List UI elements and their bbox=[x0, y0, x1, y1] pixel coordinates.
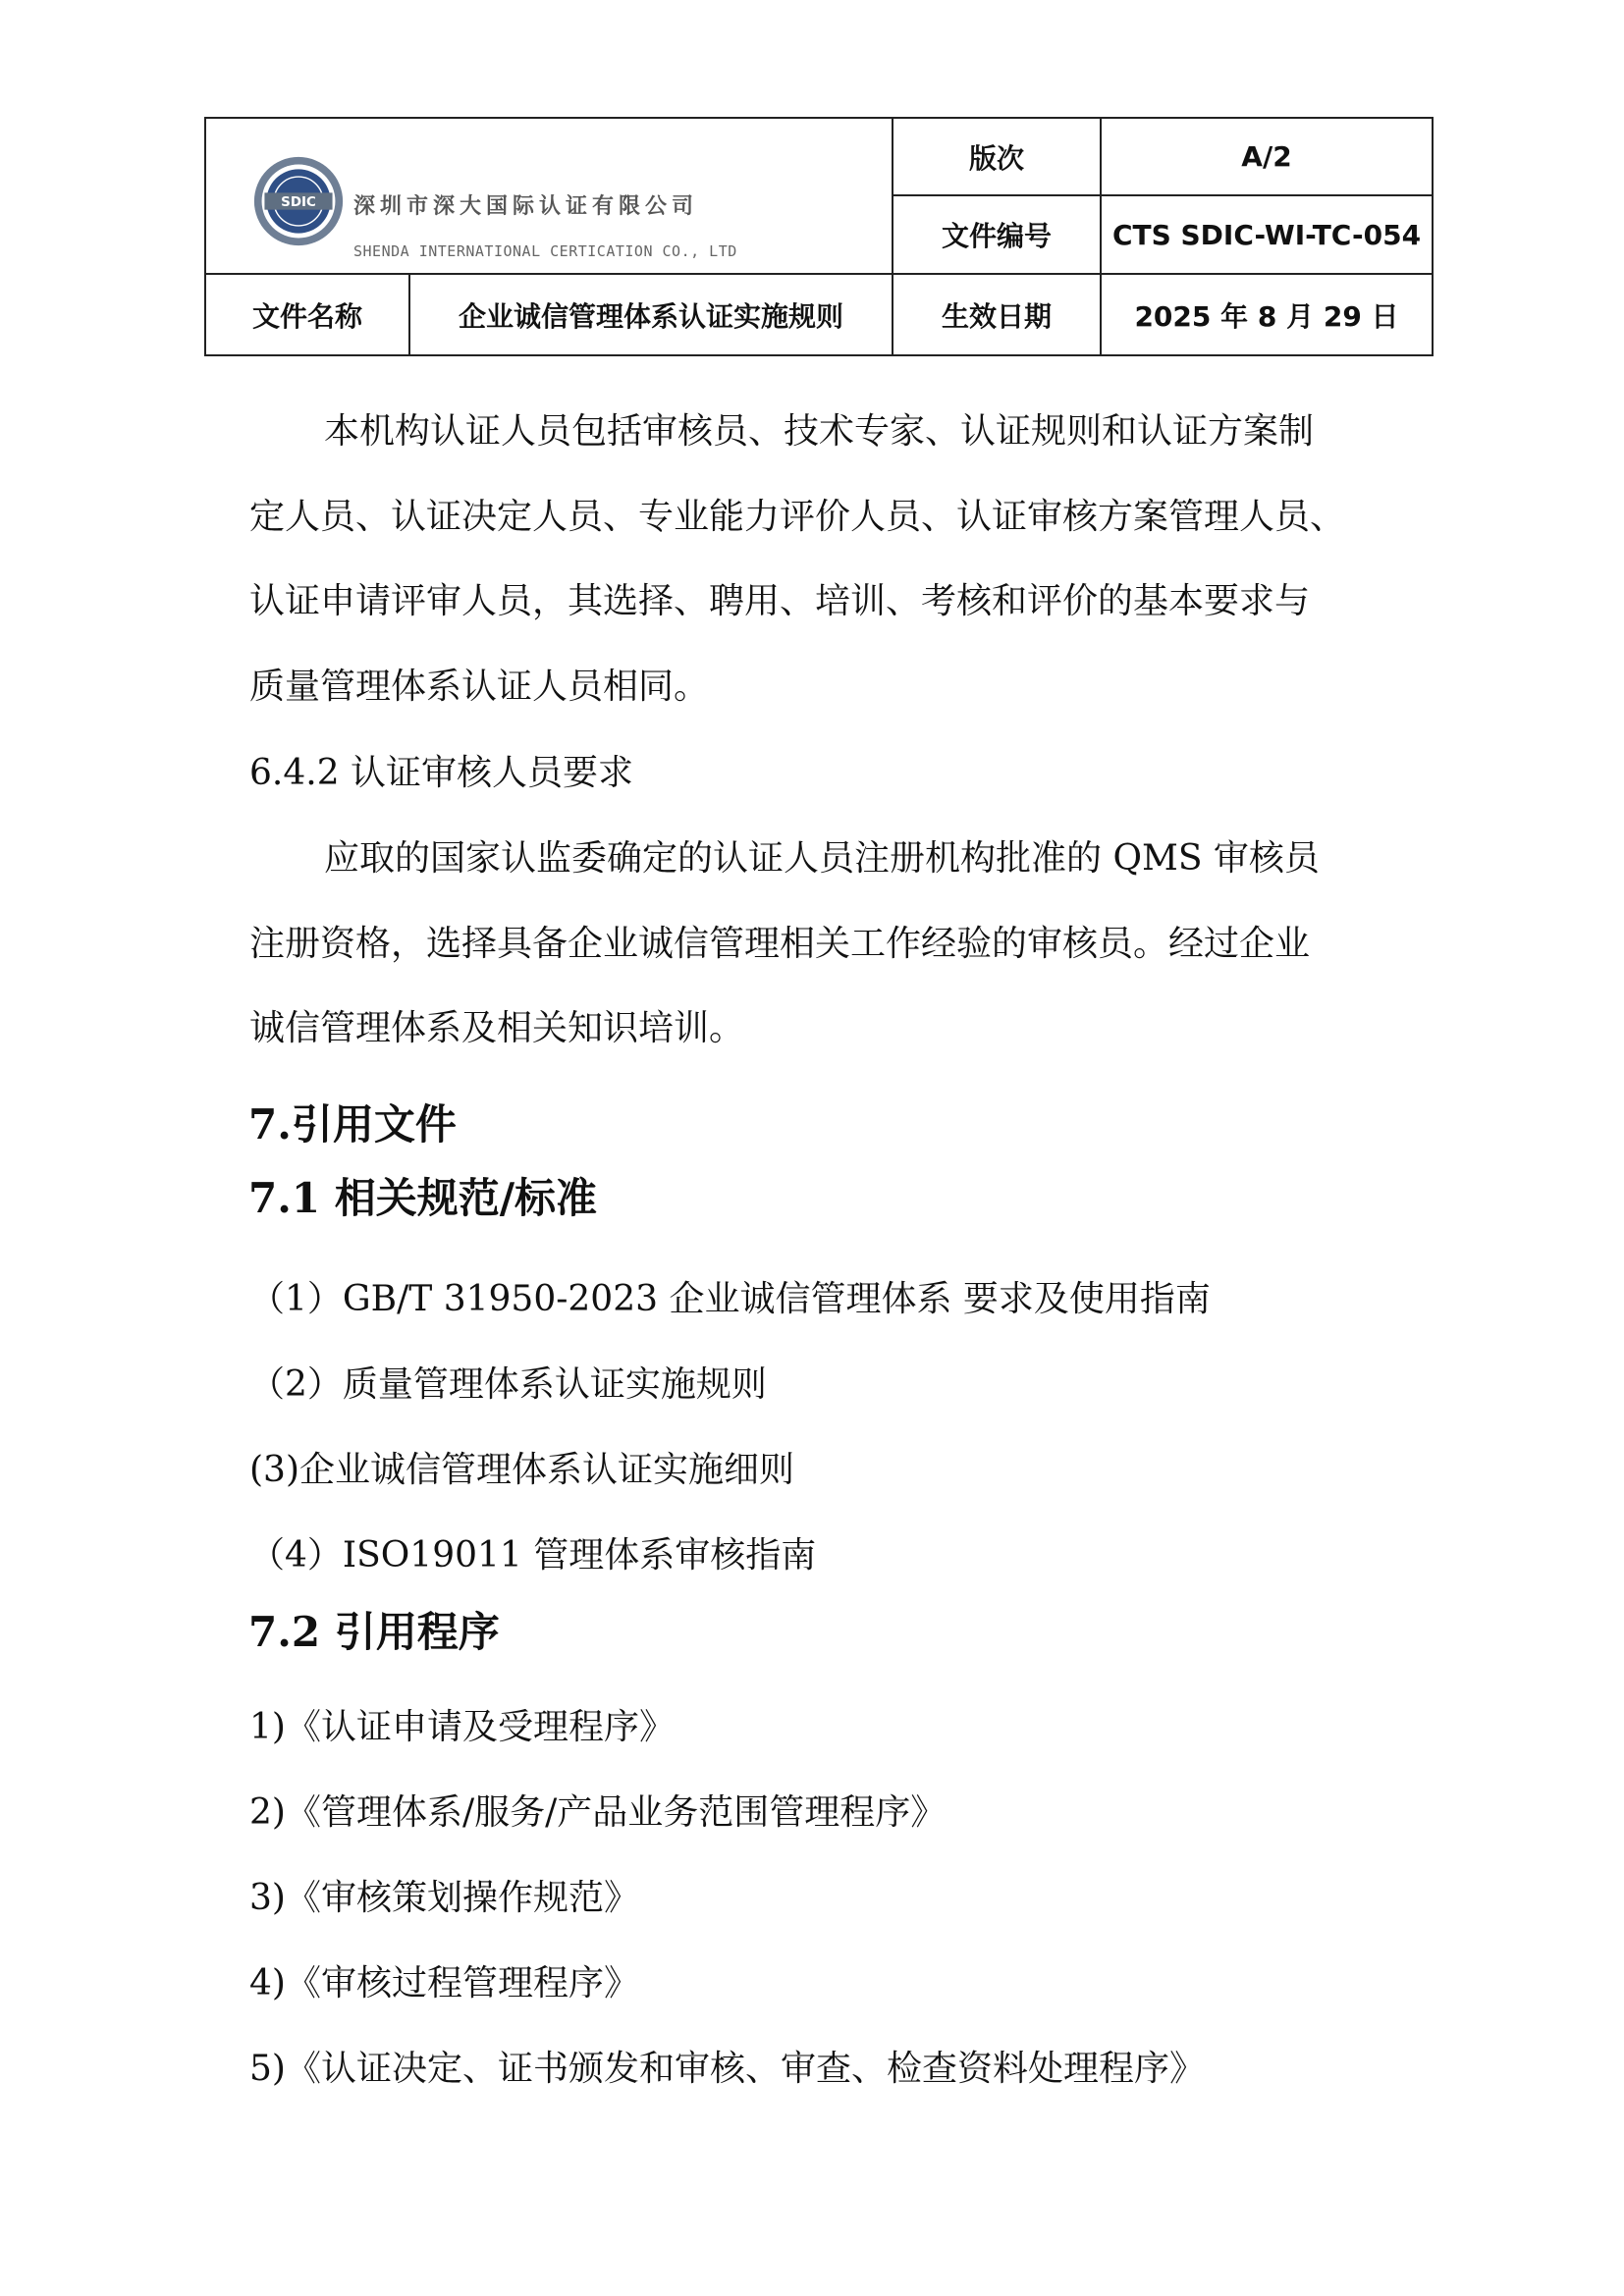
procedure-item: 3)《审核策划操作规范》 bbox=[249, 1878, 639, 1918]
doc-number-value: CTS SDIC-WI-TC-054 bbox=[1101, 195, 1433, 274]
paragraph-line: 本机构认证人员包括审核员、技术专家、认证规则和认证方案制 bbox=[324, 411, 1315, 452]
company-logo-cell bbox=[205, 118, 893, 274]
effective-date-label: 生效日期 bbox=[893, 274, 1101, 355]
document-header-table bbox=[204, 117, 1434, 356]
procedure-item: 1)《认证申请及受理程序》 bbox=[249, 1707, 675, 1747]
paragraph-line: 质量管理体系认证人员相同。 bbox=[249, 666, 710, 707]
version-value: A/2 bbox=[1101, 118, 1433, 195]
paragraph-line: 定人员、认证决定人员、专业能力评价人员、认证审核方案管理人员、 bbox=[249, 496, 1346, 537]
paragraph-line: 注册资格，选择具备企业诚信管理相关工作经验的审核员。经过企业 bbox=[249, 923, 1311, 964]
effective-date-value: 2025 年 8 月 29 日 bbox=[1101, 274, 1433, 355]
auditor-requirements-paragraph bbox=[249, 817, 1388, 1072]
section-heading-7: 7.引用文件 bbox=[248, 1100, 457, 1148]
personnel-paragraph bbox=[249, 390, 1388, 729]
procedure-item: 5)《认证决定、证书颁发和审核、审查、检查资料处理程序》 bbox=[249, 2049, 1205, 2089]
paragraph-line: 认证申请评审人员，其选择、聘用、培训、考核和评价的基本要求与 bbox=[249, 581, 1311, 621]
section-heading-6-4-2: 6.4.2 认证审核人员要求 bbox=[249, 753, 634, 793]
procedure-item: 2)《管理体系/服务/产品业务范围管理程序》 bbox=[249, 1792, 947, 1833]
doc-name-label: 文件名称 bbox=[205, 274, 409, 355]
section-heading-7-2: 7.2 引用程序 bbox=[248, 1608, 500, 1656]
standard-item: （4）ISO19011 管理体系审核指南 bbox=[249, 1535, 817, 1575]
standard-item: （2）质量管理体系认证实施规则 bbox=[249, 1364, 767, 1405]
company-name-cn: 深圳市深大国际认证有限公司 bbox=[353, 193, 699, 219]
doc-number-label: 文件编号 bbox=[893, 195, 1101, 274]
standard-item: (3)企业诚信管理体系认证实施细则 bbox=[249, 1450, 794, 1490]
procedure-item: 4)《审核过程管理程序》 bbox=[249, 1963, 639, 2003]
company-seal-icon bbox=[251, 154, 346, 248]
paragraph-line: 诚信管理体系及相关知识培训。 bbox=[249, 1008, 745, 1048]
section-heading-7-1: 7.1 相关规范/标准 bbox=[248, 1174, 598, 1222]
paragraph-line: 应取的国家认监委确定的认证人员注册机构批准的 QMS 审核员 bbox=[324, 838, 1320, 879]
company-logo bbox=[251, 154, 762, 282]
standard-item: （1）GB/T 31950-2023 企业诚信管理体系 要求及使用指南 bbox=[249, 1279, 1211, 1319]
doc-name-value: 企业诚信管理体系认证实施规则 bbox=[409, 274, 893, 355]
version-label: 版次 bbox=[893, 118, 1101, 195]
svg-text:SDIC: SDIC bbox=[281, 194, 316, 210]
company-name-en: SHENDA INTERNATIONAL CERTICATION CO., LTD bbox=[353, 242, 737, 260]
